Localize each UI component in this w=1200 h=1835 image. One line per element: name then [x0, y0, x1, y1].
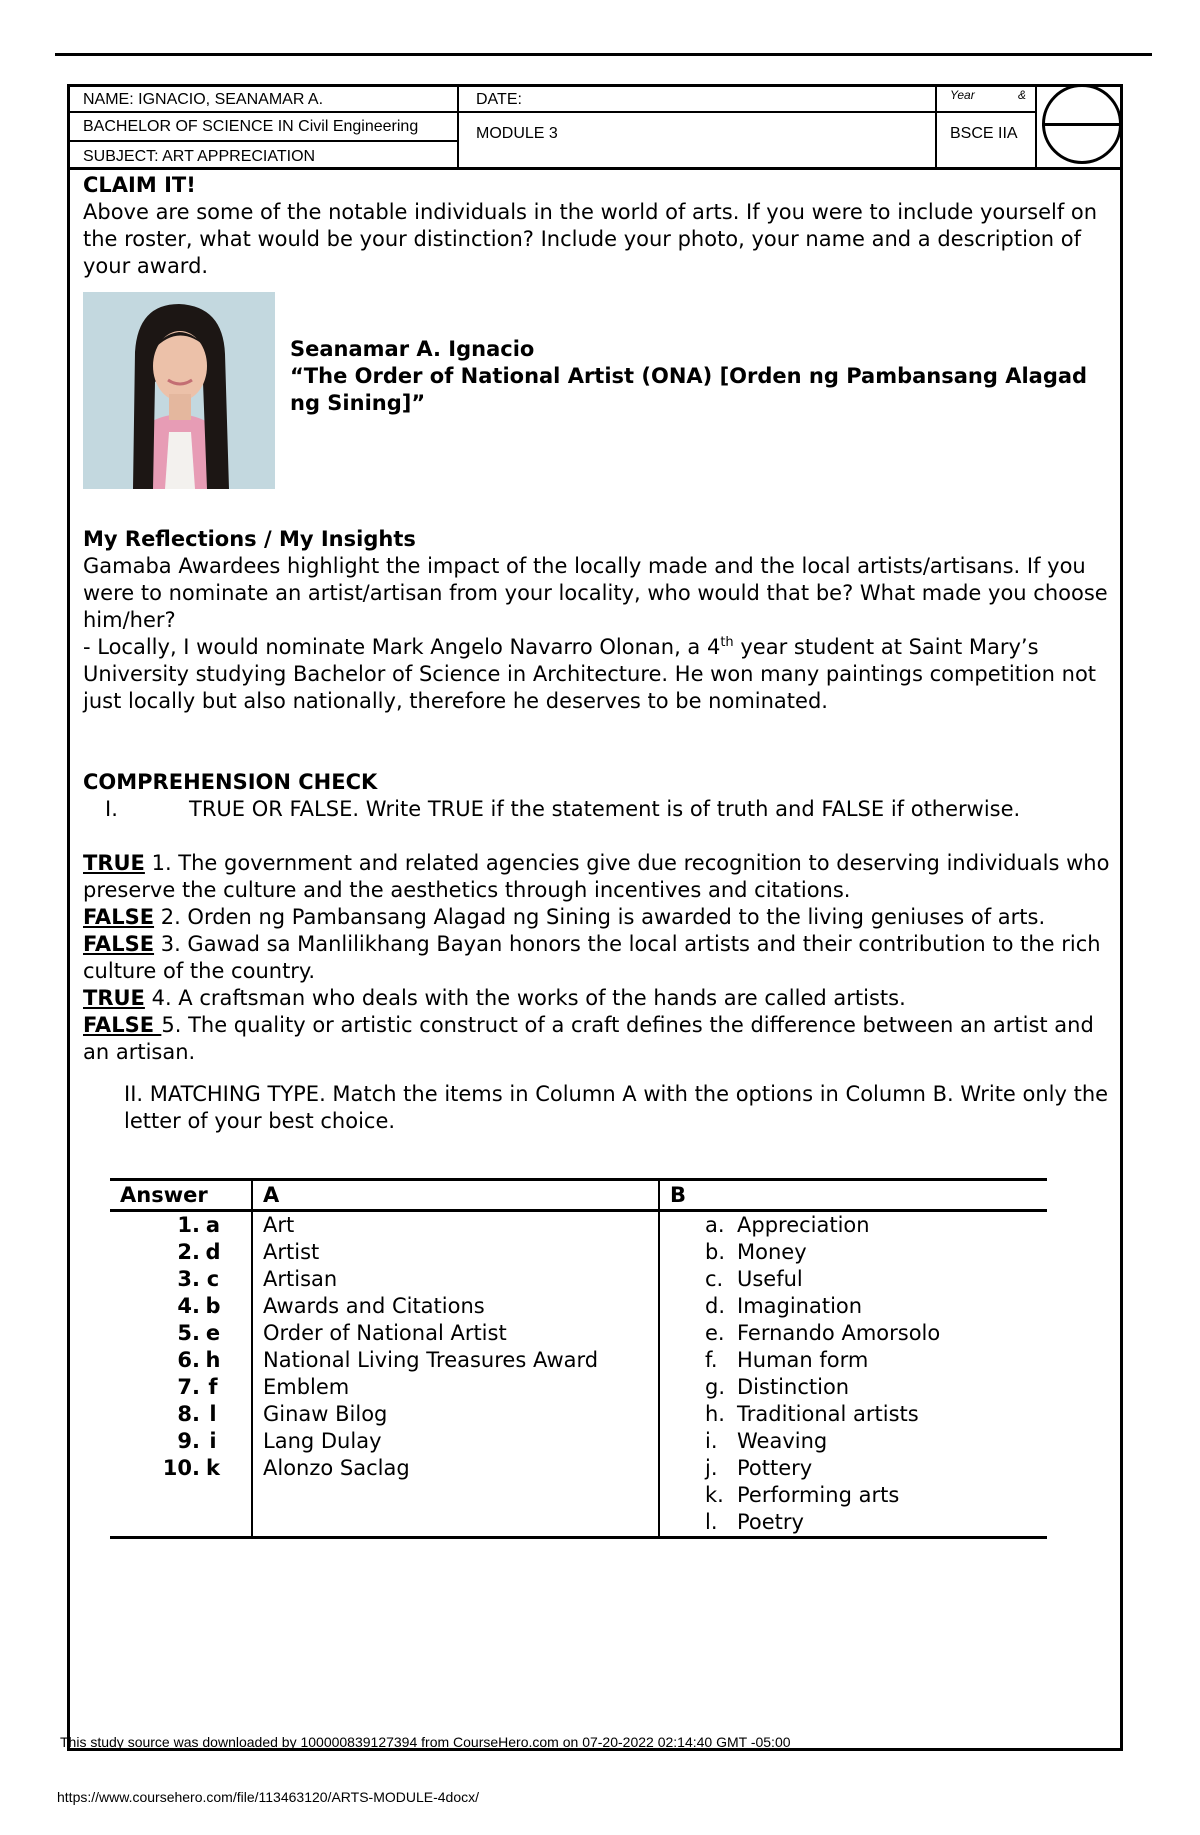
option-text: Human form [737, 1348, 869, 1372]
reflection-answer [83, 634, 1113, 715]
option-text: Traditional artists [737, 1402, 919, 1426]
column-b-item [659, 1211, 1047, 1240]
option-letter: l. [705, 1510, 718, 1534]
year-ampersand: & [1018, 88, 1027, 102]
option-letter: a. [705, 1213, 725, 1237]
reflection-answer-start: - Locally, I would nominate Mark Angelo Navarro Olonan, a 4 [83, 635, 721, 659]
answer-letter: d [205, 1240, 221, 1264]
part1-instructions: TRUE OR FALSE. Write TRUE if the statement is of truth and FALSE if otherwise. [189, 797, 1021, 821]
tf-answer: FALSE [83, 1013, 162, 1037]
ordinal-suffix: th [720, 635, 734, 650]
tf-statement: 5. The quality or artistic construct of a craft defines the difference between an artist and an artisan. [83, 1013, 1094, 1064]
header-divider [67, 140, 457, 142]
tf-item [83, 1012, 1113, 1066]
option-letter: f. [705, 1348, 718, 1372]
answer-column-header: Answer [110, 1180, 252, 1211]
table-row [110, 1482, 1047, 1509]
student-photo [83, 292, 275, 489]
item-number: 9. [177, 1429, 200, 1453]
part1-number: I. [105, 797, 118, 821]
column-a-item: Artisan [252, 1266, 659, 1293]
portrait-image [83, 292, 275, 489]
header-divider [1035, 84, 1037, 169]
item-number: 8. [177, 1402, 200, 1426]
item-number: 1. [177, 1213, 200, 1237]
tf-answer: FALSE [83, 905, 155, 929]
table-row [110, 1320, 1047, 1347]
column-a-item [252, 1509, 659, 1538]
answer-cell [110, 1374, 252, 1401]
item-number: 6. [177, 1348, 200, 1372]
download-note: This study source was downloaded by 100000839127394 from CourseHero.com on 07-20-2022 02:14:40 GMT -05:00 [60, 1734, 791, 1750]
column-b-item [659, 1482, 1047, 1509]
answer-letter: i [209, 1429, 217, 1453]
comprehension-title: COMPREHENSION CHECK [83, 770, 378, 794]
tf-statement: 2. Orden ng Pambansang Alagad ng Sining is awarded to the living geniuses of arts. [154, 905, 1046, 929]
table-row [110, 1266, 1047, 1293]
column-a-item: Art [252, 1211, 659, 1240]
answer-cell [110, 1482, 252, 1509]
column-b-item [659, 1266, 1047, 1293]
column-a-item: National Living Treasures Award [252, 1347, 659, 1374]
answer-letter: a [205, 1213, 221, 1237]
option-letter: g. [705, 1375, 726, 1399]
answer-cell [110, 1509, 252, 1538]
header-divider [67, 111, 457, 113]
option-text: Appreciation [737, 1213, 870, 1237]
column-a-item: Order of National Artist [252, 1320, 659, 1347]
column-b-item [659, 1320, 1047, 1347]
tf-item [83, 850, 1113, 904]
tf-statement: 1. The government and related agencies give due recognition to deserving individuals who preserve the culture and the aesthetics through incentives and citations. [83, 851, 1110, 902]
answer-cell [110, 1266, 252, 1293]
claim-instructions: Above are some of the notable individuals in the world of arts. If you were to include yourself on the roster, what would be your distinction? Include your photo, your name and a description of your award. [83, 200, 1098, 278]
column-b-header: B [659, 1180, 1047, 1211]
column-a-item: Alonzo Saclag [252, 1455, 659, 1482]
table-row [110, 1293, 1047, 1320]
year-label: Year [950, 88, 975, 102]
answer-cell [110, 1293, 252, 1320]
table-row [110, 1347, 1047, 1374]
header-divider [457, 84, 459, 169]
answer-letter: c [206, 1267, 220, 1291]
tf-item [83, 904, 1113, 931]
part1-heading [83, 796, 1113, 823]
item-number: 10. [162, 1456, 200, 1480]
tf-item [83, 931, 1113, 985]
tf-answer: TRUE [83, 986, 145, 1010]
column-a-item: Emblem [252, 1374, 659, 1401]
column-b-item [659, 1401, 1047, 1428]
item-number: 4. [177, 1294, 200, 1318]
tf-item [83, 985, 1113, 1012]
option-letter: d. [705, 1294, 726, 1318]
column-a-item: Awards and Citations [252, 1293, 659, 1320]
tf-statement: 4. A craftsman who deals with the works of the hands are called artists. [144, 986, 906, 1010]
table-row [110, 1401, 1047, 1428]
date-label: DATE: [476, 91, 522, 108]
column-b-item [659, 1509, 1047, 1538]
option-text: Distinction [737, 1375, 850, 1399]
answer-cell [110, 1239, 252, 1266]
column-b-item [659, 1239, 1047, 1266]
option-letter: e. [705, 1321, 725, 1345]
claim-section [83, 172, 1113, 280]
comprehension-section [83, 769, 1113, 1135]
answer-letter: e [205, 1321, 221, 1345]
option-text: Money [737, 1240, 807, 1264]
item-number: 7. [177, 1375, 200, 1399]
option-letter: i. [705, 1429, 718, 1453]
answer-cell [110, 1455, 252, 1482]
table-row [110, 1509, 1047, 1538]
column-a-item: Lang Dulay [252, 1428, 659, 1455]
claim-title: CLAIM IT! [83, 173, 196, 197]
option-text: Useful [737, 1267, 803, 1291]
option-text: Performing arts [737, 1483, 900, 1507]
answer-letter: f [208, 1375, 218, 1399]
answer-cell [110, 1347, 252, 1374]
item-number: 5. [177, 1321, 200, 1345]
tf-answer: FALSE [83, 932, 155, 956]
option-text: Weaving [737, 1429, 828, 1453]
subject: SUBJECT: ART APPRECIATION [83, 148, 316, 165]
column-a-item [252, 1482, 659, 1509]
answer-letter: b [205, 1294, 221, 1318]
column-b-item [659, 1347, 1047, 1374]
answer-cell [110, 1428, 252, 1455]
tf-statement: 3. Gawad sa Manlilikhang Bayan honors the local artists and their contribution to the rich culture of the country. [83, 932, 1101, 983]
column-b-item [659, 1455, 1047, 1482]
top-rule [55, 53, 1152, 56]
option-text: Imagination [737, 1294, 863, 1318]
option-text: Poetry [737, 1510, 804, 1534]
award-name: Seanamar A. Ignacio [290, 337, 535, 361]
option-text: Fernando Amorsolo [737, 1321, 941, 1345]
table-row [110, 1239, 1047, 1266]
award-block [290, 336, 1110, 417]
student-name: NAME: IGNACIO, SEANAMAR A. [83, 91, 324, 108]
option-text: Pottery [737, 1456, 813, 1480]
table-row [110, 1374, 1047, 1401]
item-number: 2. [177, 1240, 200, 1264]
option-letter: c. [705, 1267, 724, 1291]
table-row [110, 1428, 1047, 1455]
header-divider [935, 84, 937, 169]
part2-instructions: II. MATCHING TYPE. Match the items in Column A with the options in Column B. Write only the letter of your best choice. [124, 1082, 1109, 1133]
column-a-header: A [252, 1180, 659, 1211]
option-letter: h. [705, 1402, 725, 1426]
item-number: 3. [177, 1267, 200, 1291]
table-row [110, 1455, 1047, 1482]
reflection-answer-end: year student at Saint Mary’s University studying Bachelor of Science in Architecture. He won many paintings competition not just locally but also nationally, therefore he deserves to be nominated. [83, 635, 1097, 713]
reflection-section [83, 526, 1113, 715]
answer-letter: k [206, 1456, 220, 1480]
source-url[interactable]: https://www.coursehero.com/file/113463120/ARTS-MODULE-4docx/ [57, 1789, 480, 1805]
option-letter: k. [705, 1483, 724, 1507]
option-letter: j. [705, 1456, 718, 1480]
section-label: BSCE IIA [950, 125, 1018, 142]
answer-cell [110, 1320, 252, 1347]
column-b-item [659, 1428, 1047, 1455]
column-a-item: Ginaw Bilog [252, 1401, 659, 1428]
header-divider [457, 111, 1037, 113]
module-label: MODULE 3 [476, 125, 558, 142]
reflection-prompt: Gamaba Awardees highlight the impact of the locally made and the local artists/artisans. If you were to nominate an artist/artisan from your locality, who would that be? What made you choose him/her? [83, 554, 1108, 632]
matching-table [110, 1178, 1047, 1539]
option-letter: b. [705, 1240, 726, 1264]
answer-cell [110, 1211, 252, 1240]
degree-program: BACHELOR OF SCIENCE IN Civil Engineering [83, 118, 419, 135]
reflection-title: My Reflections / My Insights [83, 527, 416, 551]
table-row [110, 1211, 1047, 1240]
column-a-item: Artist [252, 1239, 659, 1266]
tf-answer: TRUE [83, 851, 145, 875]
award-title: “The Order of National Artist (ONA) [Orden ng Pambansang Alagad ng Sining]” [290, 364, 1088, 415]
answer-cell [110, 1401, 252, 1428]
column-b-item [659, 1293, 1047, 1320]
answer-letter: l [209, 1402, 217, 1426]
column-b-item [659, 1374, 1047, 1401]
seal-divider [1042, 123, 1122, 126]
answer-letter: h [205, 1348, 221, 1372]
